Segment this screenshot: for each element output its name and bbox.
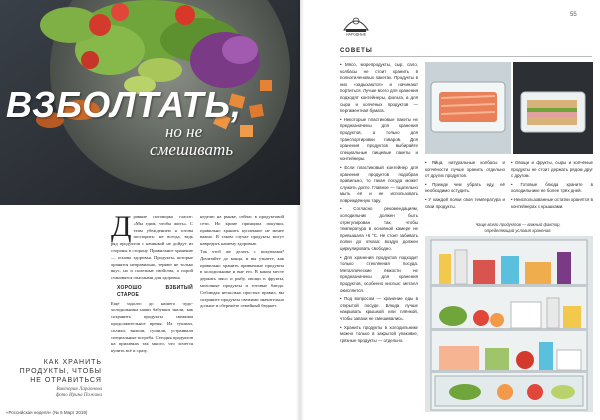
body-paragraph: Так чтоб же делать с покупками? Дочитайте до конца, и вы узнаете, как правильно хранить привычные продукты в холодильнике и вне его. В каком месте держать мясо и рыбу, овощи и фрукты, молочные продукты и готовые блюда. Соблюдая несколько простых правил, вы сохраните продукты свежими значительно дольше и сбережёте семейный бюджет. — [200, 248, 284, 309]
tip-item: • Согласно рекомендациям, холодильник должен быть отрегулирован так, чтобы температура в основной камере не превышала +5 °С. Не стоит забивать полки до отказа: воздух должен циркулировать свободно. — [340, 206, 418, 252]
fridge-photo — [425, 236, 593, 412]
author-credit: Виктория Ларионова — [56, 387, 102, 392]
tip-item: • Мясо, морепродукты, сыр, сало, колбасы не стоит хранить в полиэтиленовых пакетах. Продукты в них «задыхаются» и начинают портиться. Лучше всего для хранения подходят контейнеры, фольга, а для сыра и копчёных продуктов — пергаментная бумага. — [340, 62, 418, 114]
photo-caption: Чаще всего продуктов — важный фактор, определяющий условия хранения. — [475, 222, 561, 233]
body-column-1 — [111, 214, 193, 404]
page-footer: «Российская неделя» (№ 5 Март 2019) — [6, 410, 88, 415]
body-paragraph: равние поговорка гласит: «Мы едим, чтобы жить». С этим убеждением я готова поспорить: не всегда, ведь ряд продуктов с начинкой не дойдут из стороны в сторону. Правильное хранение — основа здоровья. Продукты, которые хранятся неправильно, теряют не только вкус, но и полезные свойства, а порой становятся опасными для здоровья. — [111, 214, 193, 281]
rubric-logo — [340, 10, 372, 36]
tip-item: • Хранить продукты в холодильнике можно только в закрытой упаковке, грязные продукты — отдельно. — [340, 324, 418, 343]
page-gutter — [296, 0, 304, 420]
tip-item: • Неиспользованные остатки хранятся в контейнерах с крышками. — [511, 196, 593, 209]
salmon-photo — [425, 62, 511, 154]
article-title: ВЗБОЛТАТЬ, — [6, 84, 242, 125]
tips-column-1 — [340, 62, 418, 412]
subheading: ХОРОШО ВЗБИТЫЙ СТАРОЕ — [117, 284, 193, 298]
body-column-2 — [200, 214, 284, 404]
tip-item: • Для хранения продуктов подходит только стеклянная посуда. Металлические ёмкости не предназначены для хранения продуктов, особенно кислых: металл окисляется. — [340, 254, 418, 293]
section-divider — [340, 56, 592, 57]
tips-column-2 — [425, 160, 505, 230]
article-subtitle-line1: но не — [165, 122, 203, 141]
tip-item: • Прежде чем убрать еду, её необходимо остудить. — [425, 181, 505, 194]
tip-item: • Готовые блюда храните в холодильнике не более трёх дней. — [511, 181, 593, 194]
page-number: 55 — [570, 12, 577, 18]
section-label: СОВЕТЫ — [340, 48, 373, 54]
tip-item: • У каждой полки своя температура и свои продукты. — [425, 196, 505, 209]
tip-item: • Некоторые пластиковые пакеты не предназначены для хранения продуктов, а только для транспортировки товаров. Для хранения продуктов выбирайте специальные пищевые пакеты и контейнеры. — [340, 116, 418, 162]
body-paragraph: неделю на рынке, сейчас в продуктовой сети. Но кроме принципа покупки, правильно хранить купленное не менее важно. В таком случае продукты могут навредить нашему здоровью. — [200, 214, 284, 247]
tip-item: • Яйца, натуральные колбасы и копчёности лучше хранить отдельно от других продуктов. — [425, 160, 505, 179]
logo-label: НАРОДНЫЕ — [345, 32, 367, 36]
tip-item: • Если пластиковый контейнер для хранения продуктов подобран правильно, то такая посуда может служить долго. Главное — тщательно мыть её и не использовать повреждённую тару. — [340, 164, 418, 203]
tip-item: • Овощи и фрукты, сыры и копчёные продукты не стоит держать рядом друг с другом. — [511, 160, 593, 179]
tips-column-3 — [511, 160, 593, 230]
article-kicker: КАК ХРАНИТЬ ПРОДУКТЫ, ЧТОБЫ НЕ ОТРАВИТЬСЯ — [19, 359, 102, 384]
tip-item: • Под вопросом — хранение еды в открытой посуде. Блюда лучше накрывать крышкой или плёнкой, чтобы запахи не смешивались. — [340, 296, 418, 321]
dropcap: Д — [111, 214, 132, 243]
body-paragraph: Ещё задолго до нашего чудо-холодильника наши бабушки знали, как сохранить продукты свежими продолжительное время. Их тушили, солили, вялили, сушили, устраивали специальные погреба. Сегодня продуктов на прилавках так много, что хочется купить всё и сразу. — [111, 300, 193, 354]
sandwich-photo — [513, 62, 593, 154]
photo-credit: фото Ирина Пожина — [55, 393, 102, 398]
article-subtitle-line2: смешивать — [150, 140, 234, 159]
